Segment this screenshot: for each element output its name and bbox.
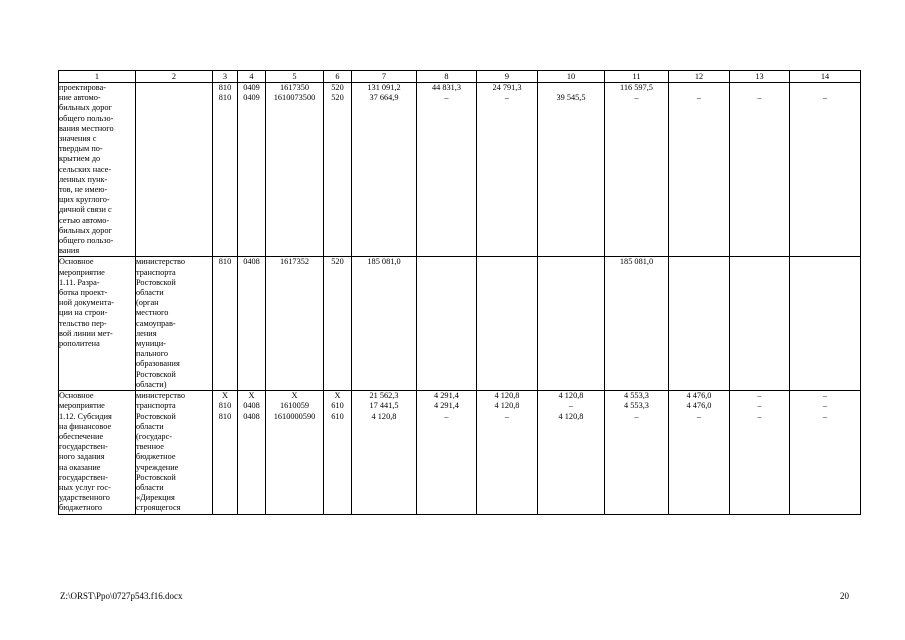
cell-line: 0408	[243, 257, 260, 267]
cell-col2	[136, 83, 213, 257]
cell-line: образования	[136, 359, 180, 369]
table-row	[59, 257, 861, 391]
cell-line: 4 120,8	[558, 411, 584, 421]
cell-line: 810	[218, 93, 232, 103]
cell-line: –	[696, 93, 702, 103]
header-cell-4: 4	[238, 71, 266, 83]
cell-line: 0408	[243, 401, 260, 411]
footer-filename: Z:\ORST\Ppo\0727p543.f16.docx	[60, 591, 183, 601]
cell-line: 4 120,8	[558, 391, 584, 401]
cell-col5	[266, 83, 324, 257]
cell-line: общего пользо-	[59, 236, 114, 246]
header-cell-11: 11	[605, 71, 669, 83]
cell-line: 4 120,8	[494, 401, 520, 411]
cell-line: ции на строи-	[59, 308, 108, 318]
cell-line: –	[822, 411, 828, 421]
cell-line: 185 081,0	[619, 257, 654, 267]
header-cell-8: 8	[417, 71, 477, 83]
cell-line: Ростовской	[136, 369, 176, 379]
cell-line: строящегося	[136, 503, 181, 513]
header-cell-5: 5	[266, 71, 324, 83]
cell-line: Основное	[59, 257, 94, 267]
cell-col1	[59, 391, 136, 514]
header-cell-14: 14	[790, 71, 861, 83]
cell-col12	[669, 391, 730, 514]
cell-line: пального	[136, 349, 169, 359]
cell-line: области	[136, 288, 164, 298]
cell-line: 4 553,3	[624, 401, 649, 411]
cell-line: 24 791,3	[492, 83, 522, 92]
cell-line: 185 081,0	[367, 257, 401, 267]
cell-line	[730, 83, 789, 93]
cell-line: ного задания	[59, 452, 105, 462]
cell-line: 4 291,4	[434, 391, 459, 401]
cell-line: –	[634, 411, 639, 421]
budget-table	[58, 70, 861, 515]
cell-line: (государс-	[136, 431, 173, 441]
header-cell-2: 2	[136, 71, 213, 83]
cell-col4	[238, 83, 266, 257]
cell-col12	[669, 257, 730, 391]
cell-line: –	[444, 93, 449, 103]
cell-line: 37 664,9	[369, 93, 399, 103]
cell-col13	[730, 257, 790, 391]
cell-line: тов, не имею-	[59, 185, 108, 195]
cell-col9	[477, 391, 538, 514]
cell-line: 4 291,4	[434, 401, 459, 411]
cell-line: 520	[331, 93, 344, 103]
cell-col10	[538, 391, 605, 514]
cell-col10	[538, 83, 605, 257]
cell-line: 0409	[243, 93, 260, 103]
cell-line: 810	[218, 401, 232, 411]
header-cell-7: 7	[352, 71, 417, 83]
cell-col7	[352, 257, 417, 391]
cell-line: 4 120,8	[494, 391, 520, 401]
cell-line: 116 597,5	[620, 83, 653, 92]
cell-col2	[136, 257, 213, 391]
cell-col8	[417, 391, 477, 514]
cell-line: твенное	[136, 442, 164, 452]
cell-line	[669, 83, 729, 93]
cell-line: государствен-	[59, 442, 108, 452]
cell-line: бюджетное	[136, 452, 176, 462]
cell-col6	[324, 257, 352, 391]
cell-col9	[477, 83, 538, 257]
cell-col1	[59, 257, 136, 391]
cell-line: тельство пер-	[59, 318, 107, 328]
cell-line: бильных дорог	[59, 225, 112, 235]
cell-line: области	[136, 421, 164, 431]
cell-line: 4 553,3	[624, 391, 649, 401]
cell-col14	[790, 83, 861, 257]
cell-line: Х	[248, 391, 255, 401]
cell-line	[538, 83, 604, 93]
cell-line: 0409	[243, 83, 260, 92]
cell-line: –	[696, 411, 702, 421]
cell-line: –	[822, 401, 828, 411]
cell-line: 4 476,0	[686, 401, 712, 411]
cell-line: ных услуг гос-	[59, 482, 111, 492]
cell-line: –	[444, 411, 449, 421]
header-row	[59, 71, 861, 83]
cell-col7	[352, 391, 417, 514]
cell-line: вания	[59, 246, 80, 256]
cell-col8	[417, 257, 477, 391]
cell-col1	[59, 83, 136, 257]
header-cell-13: 13	[730, 71, 790, 83]
cell-line: 810	[218, 411, 232, 421]
cell-line: дичной связи с	[59, 205, 112, 215]
cell-line: государствен-	[59, 472, 108, 482]
cell-line: щих круглого-	[59, 195, 110, 205]
cell-line: транспорта	[136, 401, 176, 411]
cell-col8	[417, 83, 477, 257]
cell-line: ленных пунк-	[59, 174, 108, 184]
cell-line: –	[822, 391, 828, 401]
cell-line: 0408	[243, 411, 260, 421]
cell-line: мероприятие	[59, 267, 105, 277]
table-row	[59, 391, 861, 514]
cell-line: области)	[136, 379, 167, 389]
cell-line: 610	[331, 411, 344, 421]
cell-line: –	[504, 93, 510, 103]
cell-line: –	[757, 401, 762, 411]
cell-line: Основное	[59, 391, 94, 401]
cell-col9	[477, 257, 538, 391]
cell-line: 520	[331, 257, 344, 267]
table-row	[59, 83, 861, 257]
cell-line: 1610059	[279, 401, 310, 411]
cell-line: 610	[331, 401, 344, 411]
cell-line: мероприятие	[59, 401, 105, 411]
cell-col11	[605, 83, 669, 257]
cell-col4	[238, 257, 266, 391]
header-cell-3: 3	[213, 71, 238, 83]
cell-line: 131 091,2	[367, 83, 401, 92]
cell-line: учреждение	[136, 462, 179, 472]
cell-col3	[213, 257, 238, 391]
cell-col6	[324, 83, 352, 257]
cell-line: ние автомо-	[59, 93, 101, 103]
cell-line: обеспечение	[59, 431, 104, 441]
cell-col11	[605, 391, 669, 514]
cell-line: –	[504, 411, 510, 421]
cell-line: 1617352	[279, 257, 310, 267]
cell-line: министерство	[136, 391, 186, 401]
cell-col7	[352, 83, 417, 257]
cell-line: ботка проект-	[59, 288, 108, 298]
cell-line: ударственного	[59, 493, 110, 503]
cell-col4	[238, 391, 266, 514]
cell-line: муници-	[136, 339, 166, 349]
cell-line	[790, 83, 860, 93]
cell-col13	[730, 391, 790, 514]
cell-line: транспорта	[136, 267, 176, 277]
cell-line: 1610000590	[273, 411, 316, 421]
cell-line: Ростовской	[136, 472, 176, 482]
header-cell-10: 10	[538, 71, 605, 83]
header-cell-12: 12	[669, 71, 730, 83]
cell-line: 21 562,3	[369, 391, 399, 401]
cell-line: твердым по-	[59, 144, 103, 154]
cell-line: самоуправ-	[136, 318, 176, 328]
cell-col13	[730, 83, 790, 257]
cell-col6	[324, 391, 352, 514]
cell-line: рополитена	[59, 339, 100, 349]
cell-col5	[266, 257, 324, 391]
cell-col3	[213, 391, 238, 514]
header-cell-6: 6	[324, 71, 352, 83]
header-cell-9: 9	[477, 71, 538, 83]
cell-line: Х	[222, 391, 228, 401]
cell-line: ления	[136, 328, 157, 338]
cell-col5	[266, 391, 324, 514]
cell-line: общего пользо-	[59, 113, 114, 123]
cell-line: 520	[331, 83, 344, 92]
cell-line: Х	[291, 391, 298, 401]
cell-line: 44 831,3	[431, 83, 462, 92]
cell-line: сетью автомо-	[59, 215, 110, 225]
cell-line: Ростовской	[136, 411, 176, 421]
cell-line: 1.11. Разра-	[59, 277, 100, 287]
cell-line: 17 441,5	[369, 401, 399, 411]
cell-line: –	[822, 93, 828, 103]
cell-line: бильных дорог	[59, 103, 112, 113]
cell-line: 39 545,5	[556, 93, 586, 103]
cell-line: Х	[334, 391, 341, 401]
cell-line: 810	[218, 83, 232, 92]
cell-line: бюджетного	[59, 503, 103, 513]
cell-line: 4 120,8	[371, 411, 397, 421]
cell-line: 1.12. Субсидия	[59, 411, 112, 421]
cell-line: –	[757, 411, 762, 421]
cell-line: 4 476,0	[686, 391, 712, 401]
cell-line: вой линии мет-	[59, 328, 113, 338]
cell-line: 1610073500	[273, 93, 316, 103]
cell-line: –	[634, 93, 639, 103]
cell-line: области	[136, 482, 164, 492]
cell-col14	[790, 391, 861, 514]
footer-page-number: 20	[840, 591, 849, 601]
cell-line: местного	[136, 308, 169, 318]
cell-line: 1617350	[279, 83, 310, 92]
cell-col12	[669, 83, 730, 257]
cell-col14	[790, 257, 861, 391]
cell-line: сельских насе-	[59, 164, 112, 174]
cell-line: –	[568, 401, 574, 411]
cell-col11	[605, 257, 669, 391]
cell-line: проектирова-	[59, 83, 107, 92]
cell-line: ной документа-	[59, 298, 114, 308]
cell-col2	[136, 391, 213, 514]
cell-line: министерство	[136, 257, 186, 267]
cell-line: вания местного	[59, 123, 114, 133]
header-cell-1: 1	[59, 71, 136, 83]
cell-line: (орган	[136, 298, 159, 308]
cell-line: на финансовое	[59, 421, 112, 431]
cell-col3	[213, 83, 238, 257]
cell-line: –	[757, 391, 762, 401]
cell-line: «Дирекция	[136, 493, 175, 503]
cell-line: значения с	[59, 134, 97, 144]
cell-line: –	[757, 93, 762, 103]
cell-line: 810	[218, 257, 232, 267]
cell-line: Ростовской	[136, 277, 176, 287]
cell-line: на оказание	[59, 462, 101, 472]
cell-line: крытием до	[59, 154, 101, 164]
cell-col10	[538, 257, 605, 391]
